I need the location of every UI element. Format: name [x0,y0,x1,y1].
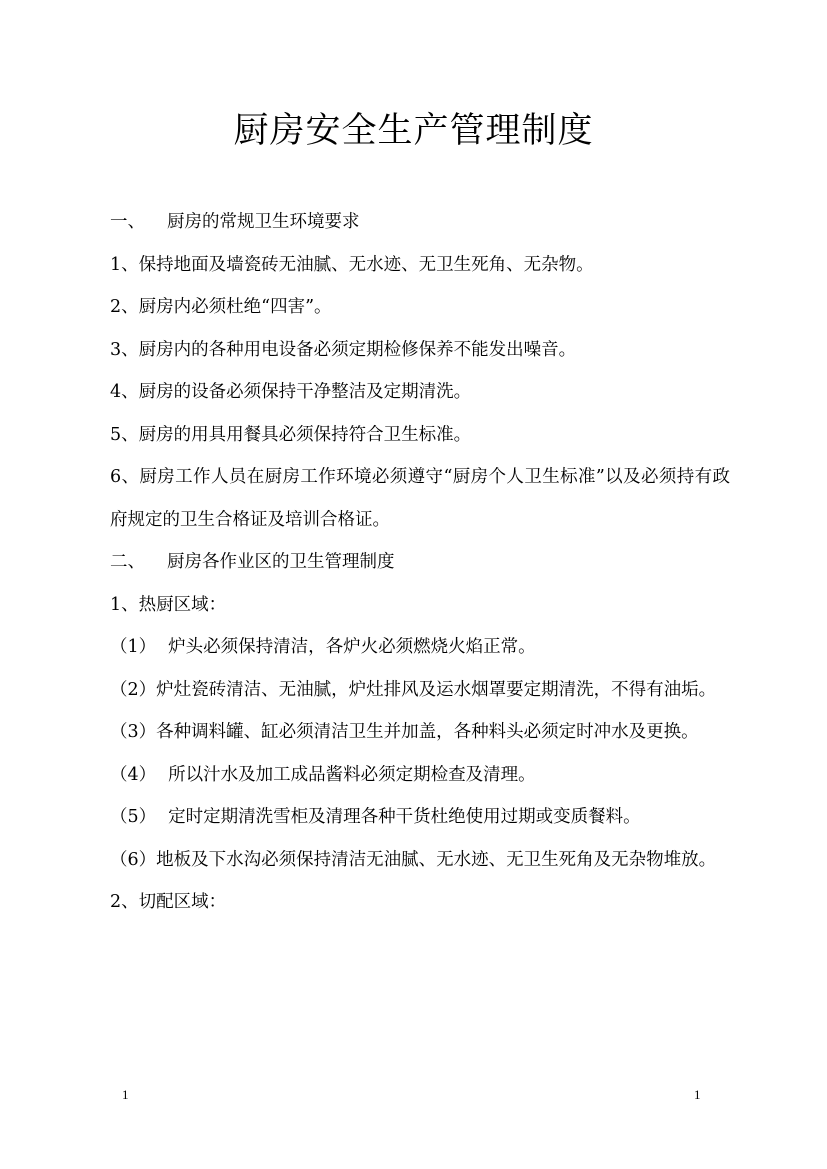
section-heading [110,541,730,584]
document-body [110,201,730,924]
list-item [110,796,730,839]
list-item [110,711,730,754]
page-number-right: 1 [694,1087,701,1102]
list-item [110,839,730,882]
section-title: 厨房各作业区的卫生管理制度 [167,552,395,572]
list-item: 4、厨房的设备必须保持干净整洁及定期清洗。 [110,382,472,402]
item-number: （5） [110,807,157,827]
subsection-heading: 2、切配区域： [110,892,227,912]
subsection-heading: 1、热厨区域： [110,594,227,615]
item-number: （1） [110,637,157,657]
item-number: （2） [110,679,157,700]
section-title: 厨房的常规卫生环境要求 [167,212,360,232]
list-item: 3、厨房内的各种用电设备必须定期检修保养不能发出噪音。 [110,339,577,360]
list-item: 5、厨房的用具用餐具必须保持符合卫生标准。 [110,424,472,445]
item-text: 炉头必须保持清洁，各炉火必须燃烧火焰正常。 [168,637,536,657]
document-title: 厨房安全生产管理制度 [233,111,594,151]
section-number: 二、 [110,552,145,572]
page-number-left: 1 [122,1087,129,1102]
list-item: 6、厨房工作人员在厨房工作环境必须遵守“厨房个人卫生标准”以及必须持有政府规定的卫生合格证及培训合格证。 [110,467,730,530]
item-text: 炉灶瓷砖清洁、无油腻，炉灶排风及运水烟罩要定期清洗，不得有油垢。 [156,679,717,700]
section-heading [110,201,730,244]
item-text: 各种调料罐、缸必须清洁卫生并加盖，各种料头必须定时冲水及更换。 [156,722,699,742]
list-item [110,626,730,669]
item-text: 所以汁水及加工成品酱料必须定期检查及清理。 [168,764,536,785]
section-number: 一、 [110,212,145,232]
list-item [110,754,730,797]
item-text: 定时定期清洗雪柜及清理各种干货杜绝使用过期或变质餐料。 [168,807,641,827]
item-number: （3） [110,722,157,742]
item-text: 地板及下水沟必须保持清洁无油腻、无水迹、无卫生死角及无杂物堆放。 [156,849,717,870]
list-item [110,669,730,712]
list-item: 1、保持地面及墙瓷砖无油腻、无水迹、无卫生死角、无杂物。 [110,254,594,275]
item-number: （4） [110,764,157,785]
item-number: （6） [110,849,157,870]
list-item: 2、厨房内必须杜绝“四害”。 [110,297,332,317]
